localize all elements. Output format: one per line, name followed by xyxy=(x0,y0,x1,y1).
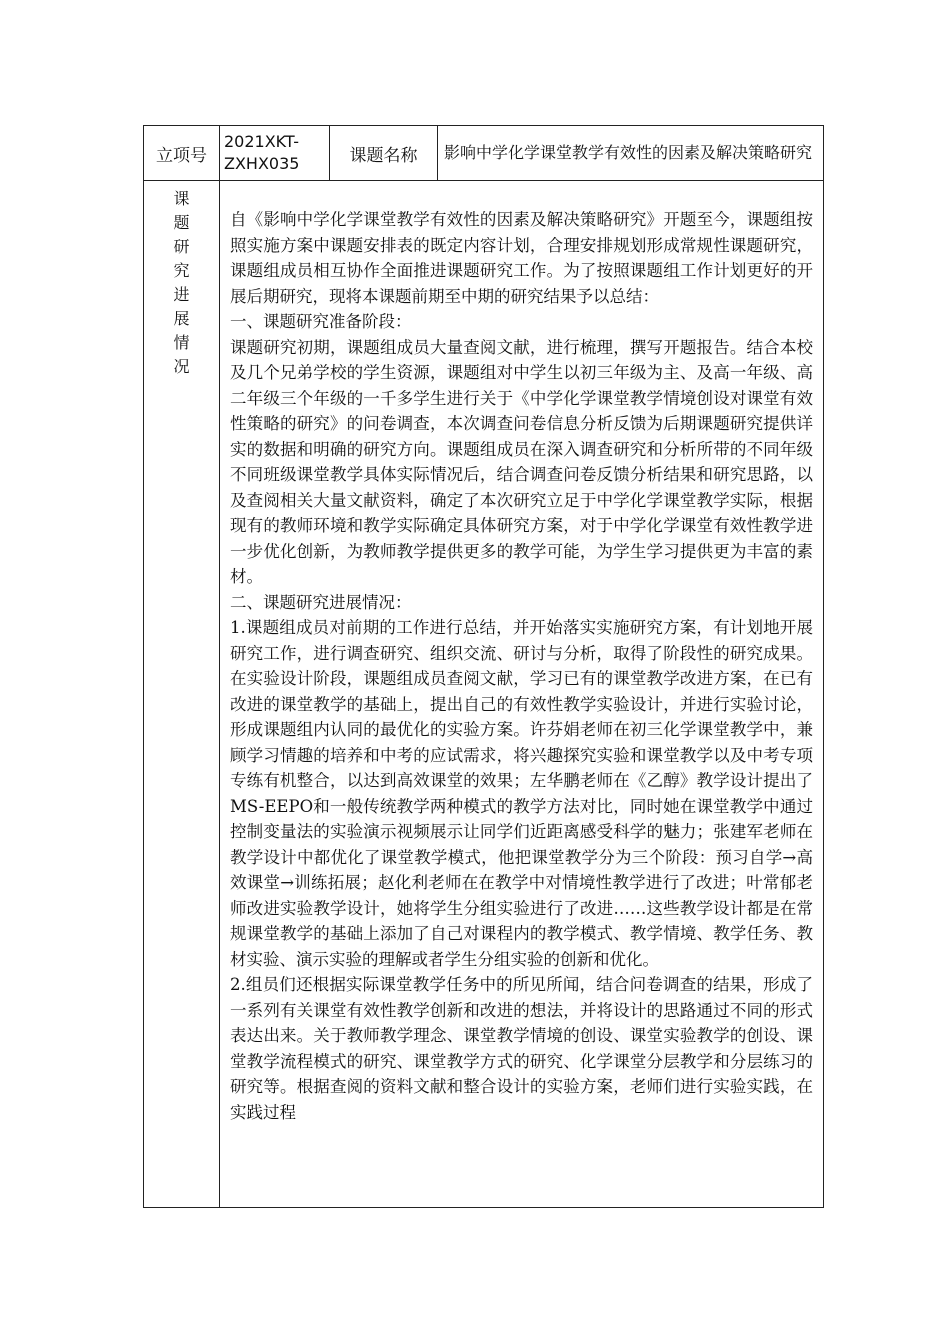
header-row xyxy=(144,126,824,181)
paragraph-intro: 自《影响中学化学课堂教学有效性的因素及解决策略研究》开题至今，课题组按照实施方案中课题安排表的既定内容计划，合理安排规划形成常规性课题研究，课题组成员相互协作全面推进课题研究工作。为了按照课题组工作计划更好的开展后期研究，现将本课题前期至中期的研究结果予以总结： xyxy=(230,210,813,306)
paragraph-progress-2: 2.组员们还根据实际课堂教学任务中的所见所闻，结合问卷调查的结果，形成了一系列有关课堂有效性教学创新和改进的想法，并将设计的思路通过不同的形式表达出来。关于教师教学理念、课堂教学情境的创设、课堂实验教学的创设、课堂教学流程模式的研究、课堂教学方式的研究、化学课堂分层教学和分层练习的研究等。根据查阅的资料文献和整合设计的实验方案，老师们进行实验实践，在实践过程 xyxy=(230,975,813,1122)
progress-row xyxy=(144,181,824,1208)
side-label-cell xyxy=(144,181,220,1208)
project-no-label: 立项号 xyxy=(144,126,220,181)
paragraph-progress-1: 1.课题组成员对前期的工作进行总结，并开始落实实施研究方案，有计划地开展研究工作，进行调查研究、组织交流、研讨与分析，取得了阶段性的研究成果。在实验设计阶段，课题组成员查阅文献，学习已有的课堂教学改进方案，在已有改进的课堂教学的基础上，提出自己的有效性教学实验设计，并进行实验讨论，形成课题组内认同的最优化的实验方案。许芬娟老师在初三化学课堂教学中，兼顾学习情趣的培养和中考的应试需求，将兴趣探究实验和课堂教学以及中考专项专练有机整合，以达到高效课堂的效果；左华鹏老师在《乙醇》教学设计提出了MS-EEPO和一般传统教学两种模式的教学方法对比，同时她在课堂教学中通过控制变量法的实验演示视频展示让同学们近距离感受科学的魅力；张建军老师在教学设计中都优化了课堂教学模式，他把课堂教学分为三个阶段：预习自学→高效课堂→训练拓展；赵化利老师在在教学中对情境性教学进行了改进；叶常郁老师改进实验教学设计，她将学生分组实验进行了改进……这些教学设计都是在常规课堂教学的基础上添加了自己对课程内的教学模式、教学情境、教学任务、教材实验、演示实验的理解或者学生分组实验的创新和优化。 xyxy=(230,618,813,969)
topic-label: 课题名称 xyxy=(330,126,438,181)
heading-progress: 二、课题研究进展情况： xyxy=(230,592,412,612)
progress-content xyxy=(220,181,824,1208)
heading-preparation: 一、课题研究准备阶段： xyxy=(230,312,412,331)
paragraph-preparation: 课题研究初期，课题组成员大量查阅文献，进行梳理，撰写开题报告。结合本校及几个兄弟学校的学生资源，课题组对中学生以初三年级为主、及高一年级、高二年级三个年级的一千多学生进行关于《中学化学课堂教学情境创设对课堂有效性策略的研究》的问卷调查，本次调查问卷信息分析反馈为后期课题研究提供详实的数据和明确的研究方向。课题组成员在深入调查研究和分析所带的不同年级不同班级课堂教学具体实际情况后，结合调查问卷反馈分析结果和研究思路，以及查阅相关大量文献资料，确定了本次研究立足于中学化学课堂教学实际，根据现有的教师环境和教学实际确定具体研究方案，对于中学化学课堂有效性教学进一步优化创新，为教师教学提供更多的教学可能，为学生学习提供更为丰富的素材。 xyxy=(230,337,813,586)
topic-value: 影响中学化学课堂教学有效性的因素及解决策略研究 xyxy=(438,126,824,181)
project-form-table xyxy=(143,125,824,1208)
project-no-value: 2021XKT-ZXHX035 xyxy=(220,126,330,181)
side-label: 课题研究进展情况 xyxy=(173,189,190,376)
